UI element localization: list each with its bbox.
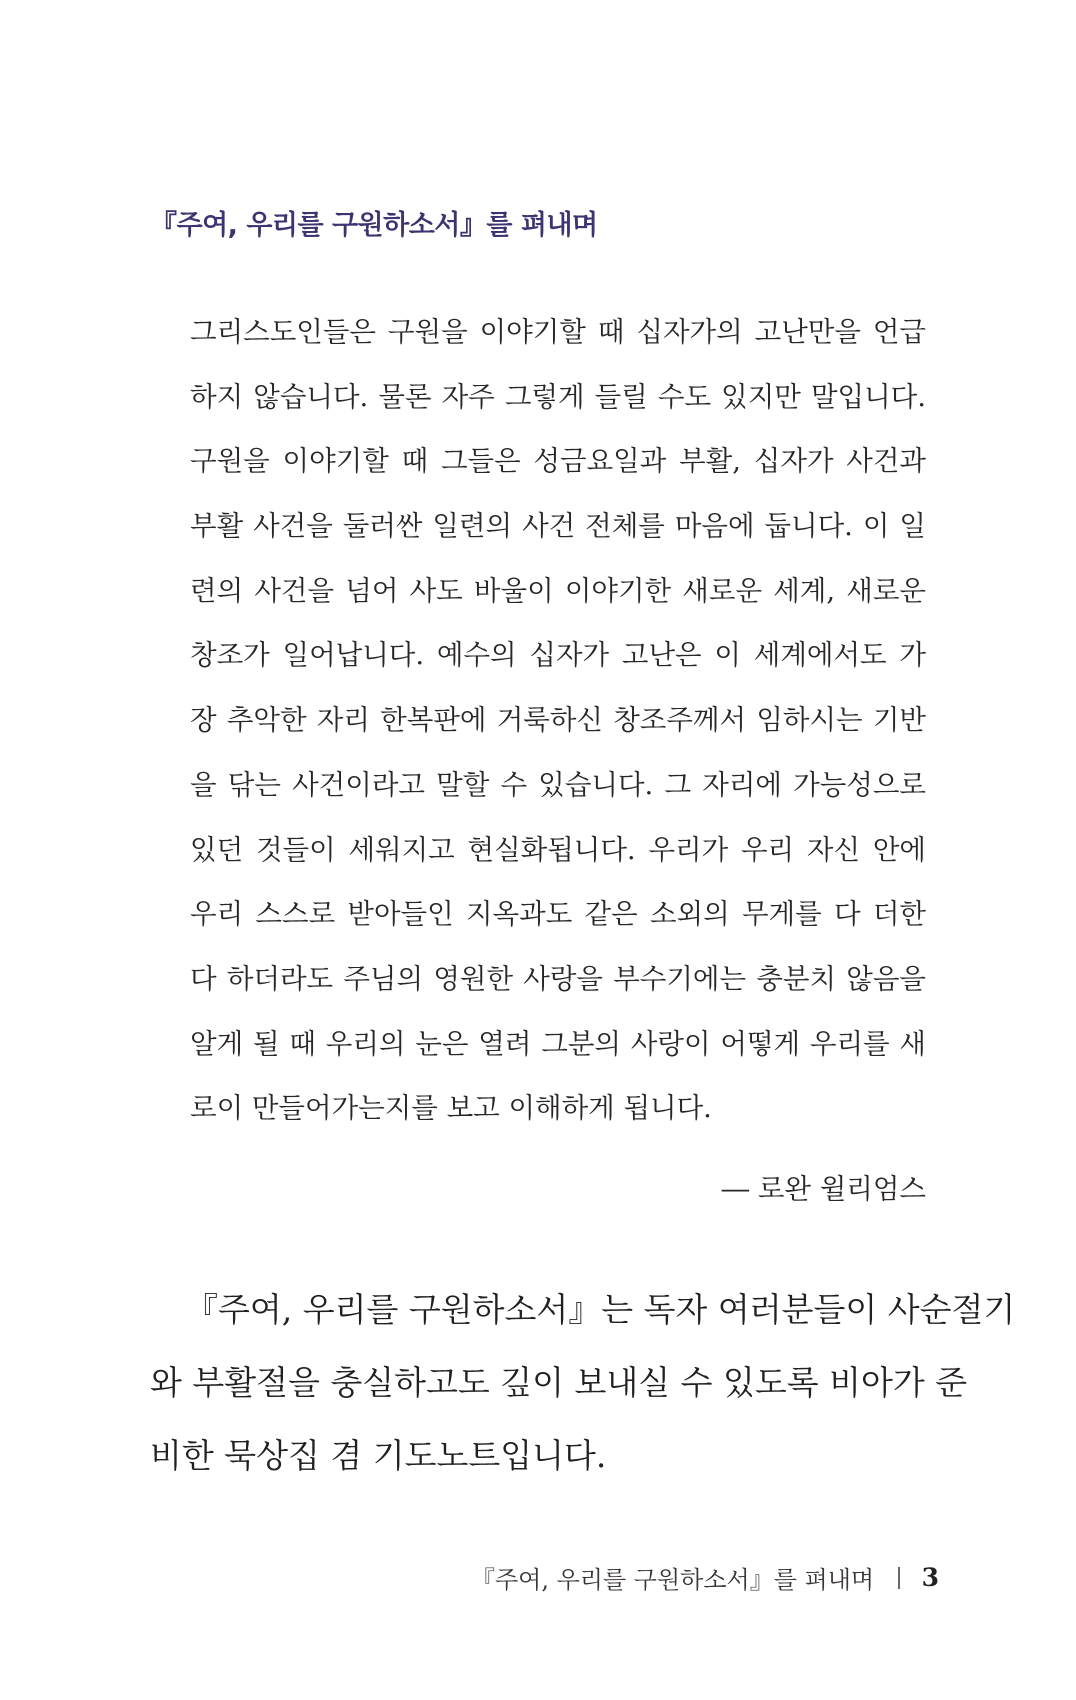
- quote-line: 구원을 이야기할 때 그들은 성금요일과 부활, 십자가 사건과: [190, 445, 926, 478]
- quote-line: 그리스도인들은 구원을 이야기할 때 십자가의 고난만을 언급: [190, 316, 926, 348]
- quote-line: 우리 스스로 받아들인 지옥과도 같은 소외의 무게를 다 더한: [190, 898, 926, 931]
- intro-line: 비한 묵상집 겸 기도노트입니다.: [150, 1436, 607, 1475]
- quote-attribution: ― 로완 윌리엄스: [721, 1173, 926, 1205]
- intro-paragraph: [150, 1290, 1016, 1510]
- quote-line: 로이 만들어가는지를 보고 이해하게 됩니다.: [190, 1092, 712, 1125]
- quote-line: 련의 사건을 넘어 사도 바울이 이야기한 새로운 세계, 새로운: [190, 574, 926, 607]
- page-footer: [471, 1560, 939, 1595]
- quote-line: 하지 않습니다. 물론 자주 그렇게 들릴 수도 있지만 말입니다.: [190, 380, 926, 413]
- footer-divider: [898, 1567, 900, 1589]
- intro-line: 와 부활절을 충실하고도 깊이 보내실 수 있도록 비아가 준: [150, 1363, 968, 1402]
- quote-line: 을 닦는 사건이라고 말할 수 있습니다. 그 자리에 가능성으로: [190, 768, 926, 801]
- quote-line: 부활 사건을 둘러싼 일련의 사건 전체를 마음에 둡니다. 이 일: [190, 510, 926, 543]
- quote-line: 알게 될 때 우리의 눈은 열려 그분의 사랑이 어떻게 우리를 새: [190, 1027, 926, 1060]
- running-title: 『주여, 우리를 구원하소서』를 펴내며: [471, 1566, 875, 1594]
- section-title: 『주여, 우리를 구원하소서』를 펴내며: [150, 210, 598, 241]
- quote-line: 창조가 일어납니다. 예수의 십자가 고난은 이 세계에서도 가: [190, 639, 926, 672]
- quote-line: 장 추악한 자리 한복판에 거룩하신 창조주께서 임하시는 기반: [190, 704, 926, 737]
- intro-line: 『주여, 우리를 구원하소서』는 독자 여러분들이 사순절기: [185, 1290, 1016, 1329]
- quote-line: 있던 것들이 세워지고 현실화됩니다. 우리가 우리 자신 안에: [190, 833, 926, 866]
- quote-line: 다 하더라도 주님의 영원한 사랑을 부수기에는 충분치 않음을: [190, 962, 926, 995]
- quote-block: [190, 316, 926, 1157]
- page-number: 3: [921, 1563, 939, 1592]
